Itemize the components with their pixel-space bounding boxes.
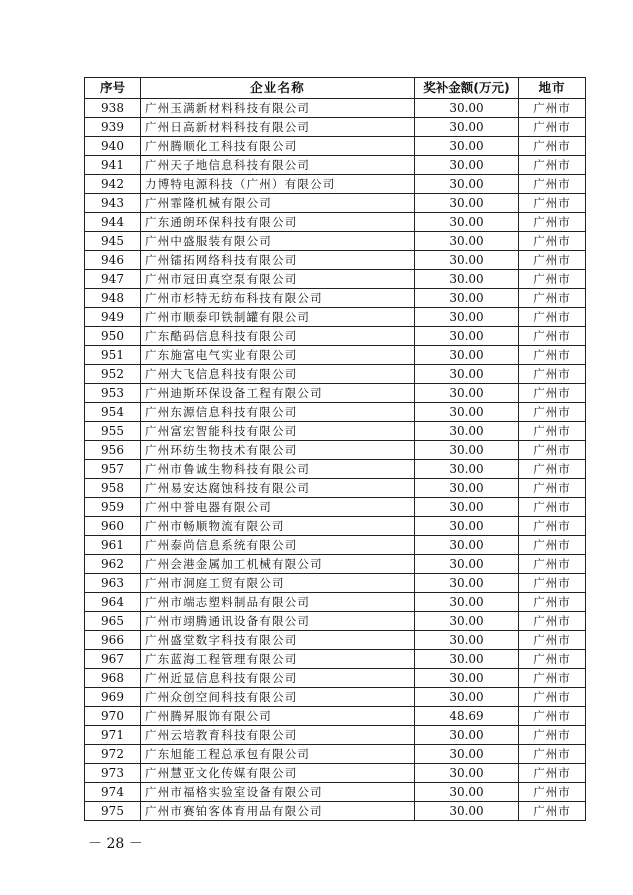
city-name: 广州市 xyxy=(519,536,586,555)
row-number: 943 xyxy=(85,194,141,213)
city-name: 广州市 xyxy=(519,460,586,479)
company-name: 广州腾昇服饰有限公司 xyxy=(141,707,415,726)
row-number: 941 xyxy=(85,156,141,175)
table-row xyxy=(85,669,586,688)
subsidy-amount: 48.69 xyxy=(415,707,519,726)
city-name: 广州市 xyxy=(519,118,586,137)
table-row xyxy=(85,365,586,384)
row-number: 972 xyxy=(85,745,141,764)
subsidy-amount: 30.00 xyxy=(415,688,519,707)
company-name: 广州镭拓网络科技有限公司 xyxy=(141,251,415,270)
row-number: 947 xyxy=(85,270,141,289)
subsidy-amount: 30.00 xyxy=(415,479,519,498)
subsidy-amount: 30.00 xyxy=(415,650,519,669)
company-name: 广州市顺泰印铁制罐有限公司 xyxy=(141,308,415,327)
city-name: 广州市 xyxy=(519,384,586,403)
company-name: 广州玉满新材料科技有限公司 xyxy=(141,99,415,118)
city-name: 广州市 xyxy=(519,612,586,631)
row-number: 970 xyxy=(85,707,141,726)
city-name: 广州市 xyxy=(519,213,586,232)
subsidy-amount: 30.00 xyxy=(415,555,519,574)
subsidy-amount: 30.00 xyxy=(415,593,519,612)
row-number: 951 xyxy=(85,346,141,365)
table-header-row xyxy=(85,78,586,99)
subsidy-amount: 30.00 xyxy=(415,137,519,156)
row-number: 952 xyxy=(85,365,141,384)
company-name: 广州市畅顺物流有限公司 xyxy=(141,517,415,536)
row-number: 965 xyxy=(85,612,141,631)
subsidy-amount: 30.00 xyxy=(415,517,519,536)
subsidy-amount: 30.00 xyxy=(415,802,519,821)
city-name: 广州市 xyxy=(519,403,586,422)
row-number: 967 xyxy=(85,650,141,669)
row-number: 956 xyxy=(85,441,141,460)
row-number: 957 xyxy=(85,460,141,479)
company-name: 广州中盛服装有限公司 xyxy=(141,232,415,251)
row-number: 964 xyxy=(85,593,141,612)
company-name: 广州市翊腾通讯设备有限公司 xyxy=(141,612,415,631)
city-name: 广州市 xyxy=(519,745,586,764)
city-name: 广州市 xyxy=(519,308,586,327)
city-name: 广州市 xyxy=(519,650,586,669)
city-name: 广州市 xyxy=(519,802,586,821)
table-row xyxy=(85,612,586,631)
city-name: 广州市 xyxy=(519,99,586,118)
row-number: 954 xyxy=(85,403,141,422)
table-row xyxy=(85,403,586,422)
company-name: 广州云培教育科技有限公司 xyxy=(141,726,415,745)
row-number: 962 xyxy=(85,555,141,574)
subsidy-amount: 30.00 xyxy=(415,631,519,650)
company-name: 广州市冠田真空泵有限公司 xyxy=(141,270,415,289)
city-name: 广州市 xyxy=(519,631,586,650)
company-name: 广州市杉特无纺布科技有限公司 xyxy=(141,289,415,308)
city-name: 广州市 xyxy=(519,365,586,384)
row-number: 948 xyxy=(85,289,141,308)
city-name: 广州市 xyxy=(519,327,586,346)
city-name: 广州市 xyxy=(519,688,586,707)
company-name: 广州市端志塑料制品有限公司 xyxy=(141,593,415,612)
city-name: 广州市 xyxy=(519,270,586,289)
company-name: 广东通朗环保科技有限公司 xyxy=(141,213,415,232)
row-number: 974 xyxy=(85,783,141,802)
table-row xyxy=(85,327,586,346)
header-city: 地市 xyxy=(519,78,586,99)
city-name: 广州市 xyxy=(519,232,586,251)
company-name: 广州市福格实验室设备有限公司 xyxy=(141,783,415,802)
table-row xyxy=(85,118,586,137)
row-number: 955 xyxy=(85,422,141,441)
table-row xyxy=(85,536,586,555)
subsidy-amount: 30.00 xyxy=(415,327,519,346)
city-name: 广州市 xyxy=(519,783,586,802)
city-name: 广州市 xyxy=(519,175,586,194)
subsidy-amount: 30.00 xyxy=(415,384,519,403)
table-row xyxy=(85,422,586,441)
table-row xyxy=(85,707,586,726)
subsidy-amount: 30.00 xyxy=(415,460,519,479)
row-number: 961 xyxy=(85,536,141,555)
table-body xyxy=(85,99,586,821)
city-name: 广州市 xyxy=(519,289,586,308)
subsidy-amount: 30.00 xyxy=(415,156,519,175)
company-name: 广东旭能工程总承包有限公司 xyxy=(141,745,415,764)
company-name: 广东蓝海工程管理有限公司 xyxy=(141,650,415,669)
city-name: 广州市 xyxy=(519,707,586,726)
city-name: 广州市 xyxy=(519,137,586,156)
row-number: 942 xyxy=(85,175,141,194)
table-row xyxy=(85,175,586,194)
subsidy-amount: 30.00 xyxy=(415,270,519,289)
row-number: 959 xyxy=(85,498,141,517)
city-name: 广州市 xyxy=(519,726,586,745)
row-number: 973 xyxy=(85,764,141,783)
subsidy-amount: 30.00 xyxy=(415,783,519,802)
company-name: 广州近显信息科技有限公司 xyxy=(141,669,415,688)
company-name: 广州腾顺化工科技有限公司 xyxy=(141,137,415,156)
table-row xyxy=(85,99,586,118)
subsidy-amount: 30.00 xyxy=(415,745,519,764)
header-company-name: 企业名称 xyxy=(141,78,415,99)
company-name: 广州迪斯环保设备工程有限公司 xyxy=(141,384,415,403)
city-name: 广州市 xyxy=(519,764,586,783)
subsidy-amount: 30.00 xyxy=(415,232,519,251)
table-row xyxy=(85,251,586,270)
subsidy-amount: 30.00 xyxy=(415,118,519,137)
subsidy-amount: 30.00 xyxy=(415,403,519,422)
city-name: 广州市 xyxy=(519,555,586,574)
table-row xyxy=(85,213,586,232)
page-number: － 28 － xyxy=(88,836,143,852)
table-row xyxy=(85,688,586,707)
city-name: 广州市 xyxy=(519,517,586,536)
subsidy-amount: 30.00 xyxy=(415,726,519,745)
row-number: 940 xyxy=(85,137,141,156)
company-name: 广州市赛铂客体育用品有限公司 xyxy=(141,802,415,821)
city-name: 广州市 xyxy=(519,441,586,460)
company-name: 广州众创空间科技有限公司 xyxy=(141,688,415,707)
header-amount: 奖补金额(万元) xyxy=(415,78,519,99)
row-number: 968 xyxy=(85,669,141,688)
table-row xyxy=(85,156,586,175)
subsidy-amount: 30.00 xyxy=(415,99,519,118)
table-row xyxy=(85,346,586,365)
subsidy-amount: 30.00 xyxy=(415,441,519,460)
subsidy-amount: 30.00 xyxy=(415,308,519,327)
subsidy-amount: 30.00 xyxy=(415,498,519,517)
company-name: 广州大飞信息科技有限公司 xyxy=(141,365,415,384)
table-row xyxy=(85,270,586,289)
table-row xyxy=(85,764,586,783)
row-number: 969 xyxy=(85,688,141,707)
subsidy-amount: 30.00 xyxy=(415,574,519,593)
company-name: 广州中誉电器有限公司 xyxy=(141,498,415,517)
table-row xyxy=(85,137,586,156)
subsidy-amount: 30.00 xyxy=(415,365,519,384)
city-name: 广州市 xyxy=(519,574,586,593)
subsidy-amount: 30.00 xyxy=(415,346,519,365)
city-name: 广州市 xyxy=(519,669,586,688)
subsidy-amount: 30.00 xyxy=(415,536,519,555)
header-no: 序号 xyxy=(85,78,141,99)
subsidy-amount: 30.00 xyxy=(415,289,519,308)
table-row xyxy=(85,194,586,213)
table-row xyxy=(85,802,586,821)
row-number: 950 xyxy=(85,327,141,346)
table-row xyxy=(85,783,586,802)
company-name: 广州天子地信息科技有限公司 xyxy=(141,156,415,175)
company-name: 广州盛堂数字科技有限公司 xyxy=(141,631,415,650)
city-name: 广州市 xyxy=(519,498,586,517)
subsidy-table xyxy=(84,77,586,821)
subsidy-amount: 30.00 xyxy=(415,612,519,631)
table-row xyxy=(85,650,586,669)
company-name: 广东酷码信息科技有限公司 xyxy=(141,327,415,346)
city-name: 广州市 xyxy=(519,251,586,270)
table-row xyxy=(85,289,586,308)
company-name: 广州易安达腐蚀科技有限公司 xyxy=(141,479,415,498)
company-name: 广州慧亚文化传媒有限公司 xyxy=(141,764,415,783)
table-row xyxy=(85,593,586,612)
row-number: 953 xyxy=(85,384,141,403)
table-row xyxy=(85,631,586,650)
company-name: 广东施富电气实业有限公司 xyxy=(141,346,415,365)
company-name: 广州泰尚信息系统有限公司 xyxy=(141,536,415,555)
table-row xyxy=(85,460,586,479)
subsidy-amount: 30.00 xyxy=(415,764,519,783)
company-name: 力博特电源科技（广州）有限公司 xyxy=(141,175,415,194)
subsidy-amount: 30.00 xyxy=(415,422,519,441)
row-number: 963 xyxy=(85,574,141,593)
table-row xyxy=(85,479,586,498)
table-row xyxy=(85,517,586,536)
row-number: 945 xyxy=(85,232,141,251)
row-number: 971 xyxy=(85,726,141,745)
company-name: 广州东源信息科技有限公司 xyxy=(141,403,415,422)
company-name: 广州日高新材料科技有限公司 xyxy=(141,118,415,137)
row-number: 944 xyxy=(85,213,141,232)
company-name: 广州市洞庭工贸有限公司 xyxy=(141,574,415,593)
table-row xyxy=(85,574,586,593)
subsidy-amount: 30.00 xyxy=(415,175,519,194)
table-row xyxy=(85,726,586,745)
subsidy-amount: 30.00 xyxy=(415,194,519,213)
subsidy-amount: 30.00 xyxy=(415,213,519,232)
city-name: 广州市 xyxy=(519,422,586,441)
row-number: 960 xyxy=(85,517,141,536)
city-name: 广州市 xyxy=(519,479,586,498)
subsidy-amount: 30.00 xyxy=(415,669,519,688)
row-number: 939 xyxy=(85,118,141,137)
table-row xyxy=(85,384,586,403)
company-name: 广州富宏智能科技有限公司 xyxy=(141,422,415,441)
company-name: 广州会港金属加工机械有限公司 xyxy=(141,555,415,574)
row-number: 949 xyxy=(85,308,141,327)
row-number: 966 xyxy=(85,631,141,650)
table-row xyxy=(85,232,586,251)
city-name: 广州市 xyxy=(519,156,586,175)
row-number: 975 xyxy=(85,802,141,821)
city-name: 广州市 xyxy=(519,194,586,213)
row-number: 958 xyxy=(85,479,141,498)
company-name: 广州市鲁诚生物科技有限公司 xyxy=(141,460,415,479)
company-name: 广州霏隆机械有限公司 xyxy=(141,194,415,213)
row-number: 938 xyxy=(85,99,141,118)
table-row xyxy=(85,441,586,460)
row-number: 946 xyxy=(85,251,141,270)
subsidy-amount: 30.00 xyxy=(415,251,519,270)
table-row xyxy=(85,308,586,327)
table-row xyxy=(85,745,586,764)
city-name: 广州市 xyxy=(519,346,586,365)
company-name: 广州环纺生物技术有限公司 xyxy=(141,441,415,460)
table-row xyxy=(85,555,586,574)
table-row xyxy=(85,498,586,517)
city-name: 广州市 xyxy=(519,593,586,612)
